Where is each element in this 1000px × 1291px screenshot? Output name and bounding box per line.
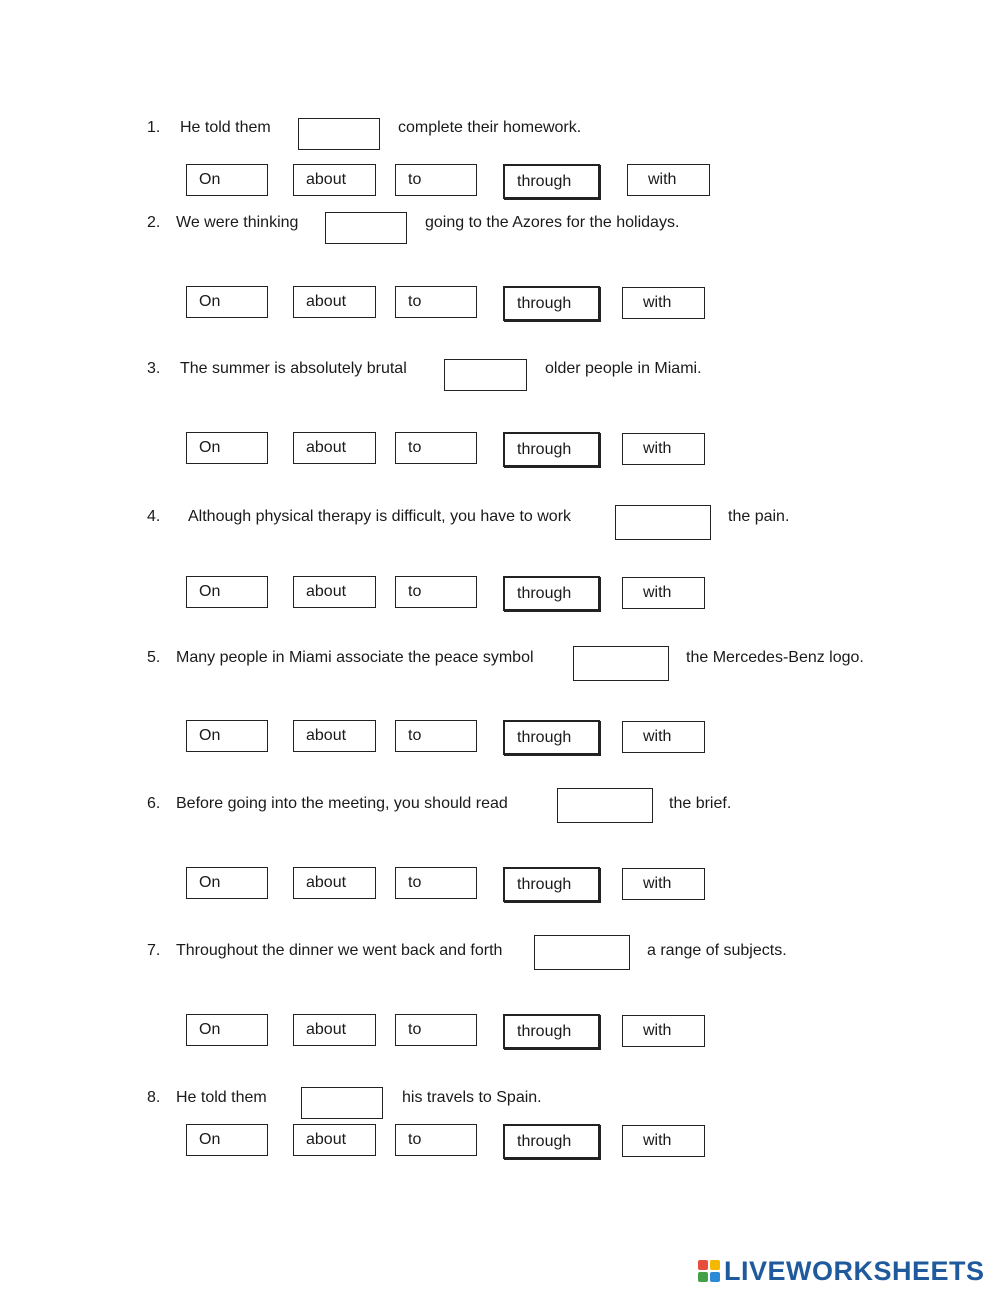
option-on-button[interactable]: On bbox=[186, 576, 268, 608]
question-text-after: a range of subjects. bbox=[647, 942, 787, 959]
option-on-button[interactable]: On bbox=[186, 432, 268, 464]
option-about-button[interactable]: about bbox=[293, 164, 376, 196]
question-number: 8. bbox=[147, 1089, 161, 1106]
option-about-button[interactable]: about bbox=[293, 1124, 376, 1156]
option-about-button[interactable]: about bbox=[293, 576, 376, 608]
option-about-button[interactable]: about bbox=[293, 432, 376, 464]
answer-blank-7[interactable] bbox=[534, 935, 630, 970]
option-about-button[interactable]: about bbox=[293, 867, 376, 899]
option-on-button[interactable]: On bbox=[186, 286, 268, 318]
question-text-before: He told them bbox=[180, 119, 271, 136]
option-to-button[interactable]: to bbox=[395, 432, 477, 464]
question-number: 6. bbox=[147, 795, 161, 812]
logo-block bbox=[698, 1260, 708, 1270]
option-through-button[interactable]: through bbox=[503, 1014, 600, 1049]
option-on-button[interactable]: On bbox=[186, 720, 268, 752]
option-about-button[interactable]: about bbox=[293, 720, 376, 752]
option-through-button[interactable]: through bbox=[503, 576, 600, 611]
question-text-after: the pain. bbox=[728, 508, 790, 525]
option-on-button[interactable]: On bbox=[186, 1014, 268, 1046]
logo-block bbox=[698, 1272, 708, 1282]
option-about-button[interactable]: about bbox=[293, 1014, 376, 1046]
answer-blank-4[interactable] bbox=[615, 505, 711, 540]
question-number: 4. bbox=[147, 508, 161, 525]
option-on-button[interactable]: On bbox=[186, 164, 268, 196]
option-with-button[interactable]: with bbox=[622, 721, 705, 753]
option-with-button[interactable]: with bbox=[627, 164, 710, 196]
question-text-after: going to the Azores for the holidays. bbox=[425, 214, 680, 231]
question-text-before: Before going into the meeting, you should read bbox=[176, 795, 508, 812]
liveworksheets-logo bbox=[698, 1253, 985, 1289]
question-text-after: the Mercedes-Benz logo. bbox=[686, 649, 864, 666]
question-text-before: He told them bbox=[176, 1089, 267, 1106]
option-with-button[interactable]: with bbox=[622, 868, 705, 900]
question-number: 5. bbox=[147, 649, 161, 666]
option-with-button[interactable]: with bbox=[622, 1015, 705, 1047]
logo-mark-icon bbox=[698, 1260, 720, 1282]
question-text-after: his travels to Spain. bbox=[402, 1089, 542, 1106]
option-through-button[interactable]: through bbox=[503, 164, 600, 199]
question-number: 1. bbox=[147, 119, 161, 136]
question-text-before: The summer is absolutely brutal bbox=[180, 360, 407, 377]
option-to-button[interactable]: to bbox=[395, 867, 477, 899]
question-number: 7. bbox=[147, 942, 161, 959]
option-to-button[interactable]: to bbox=[395, 286, 477, 318]
option-to-button[interactable]: to bbox=[395, 1014, 477, 1046]
question-number: 2. bbox=[147, 214, 161, 231]
answer-blank-2[interactable] bbox=[325, 212, 407, 244]
question-text-after: complete their homework. bbox=[398, 119, 582, 136]
question-text-before: Although physical therapy is difficult, you have to work bbox=[188, 508, 572, 525]
option-through-button[interactable]: through bbox=[503, 1124, 600, 1159]
option-with-button[interactable]: with bbox=[622, 433, 705, 465]
option-to-button[interactable]: to bbox=[395, 164, 477, 196]
question-text-after: older people in Miami. bbox=[545, 360, 702, 377]
option-through-button[interactable]: through bbox=[503, 720, 600, 755]
option-through-button[interactable]: through bbox=[503, 432, 600, 467]
option-about-button[interactable]: about bbox=[293, 286, 376, 318]
option-through-button[interactable]: through bbox=[503, 286, 600, 321]
option-on-button[interactable]: On bbox=[186, 1124, 268, 1156]
option-with-button[interactable]: with bbox=[622, 287, 705, 319]
logo-text: LIVEWORKSHEETS bbox=[724, 1255, 985, 1286]
answer-blank-8[interactable] bbox=[301, 1087, 383, 1119]
option-with-button[interactable]: with bbox=[622, 1125, 705, 1157]
option-through-button[interactable]: through bbox=[503, 867, 600, 902]
option-to-button[interactable]: to bbox=[395, 1124, 477, 1156]
option-to-button[interactable]: to bbox=[395, 720, 477, 752]
question-text-before: Many people in Miami associate the peace symbol bbox=[176, 649, 534, 666]
logo-block bbox=[710, 1260, 720, 1270]
question-number: 3. bbox=[147, 360, 161, 377]
answer-blank-6[interactable] bbox=[557, 788, 653, 823]
question-text-after: the brief. bbox=[669, 795, 732, 812]
option-on-button[interactable]: On bbox=[186, 867, 268, 899]
answer-blank-5[interactable] bbox=[573, 646, 669, 681]
option-to-button[interactable]: to bbox=[395, 576, 477, 608]
answer-blank-1[interactable] bbox=[298, 118, 380, 150]
option-with-button[interactable]: with bbox=[622, 577, 705, 609]
answer-blank-3[interactable] bbox=[444, 359, 527, 391]
logo-block bbox=[710, 1272, 720, 1282]
question-text-before: Throughout the dinner we went back and forth bbox=[176, 942, 503, 959]
question-text-before: We were thinking bbox=[176, 214, 299, 231]
